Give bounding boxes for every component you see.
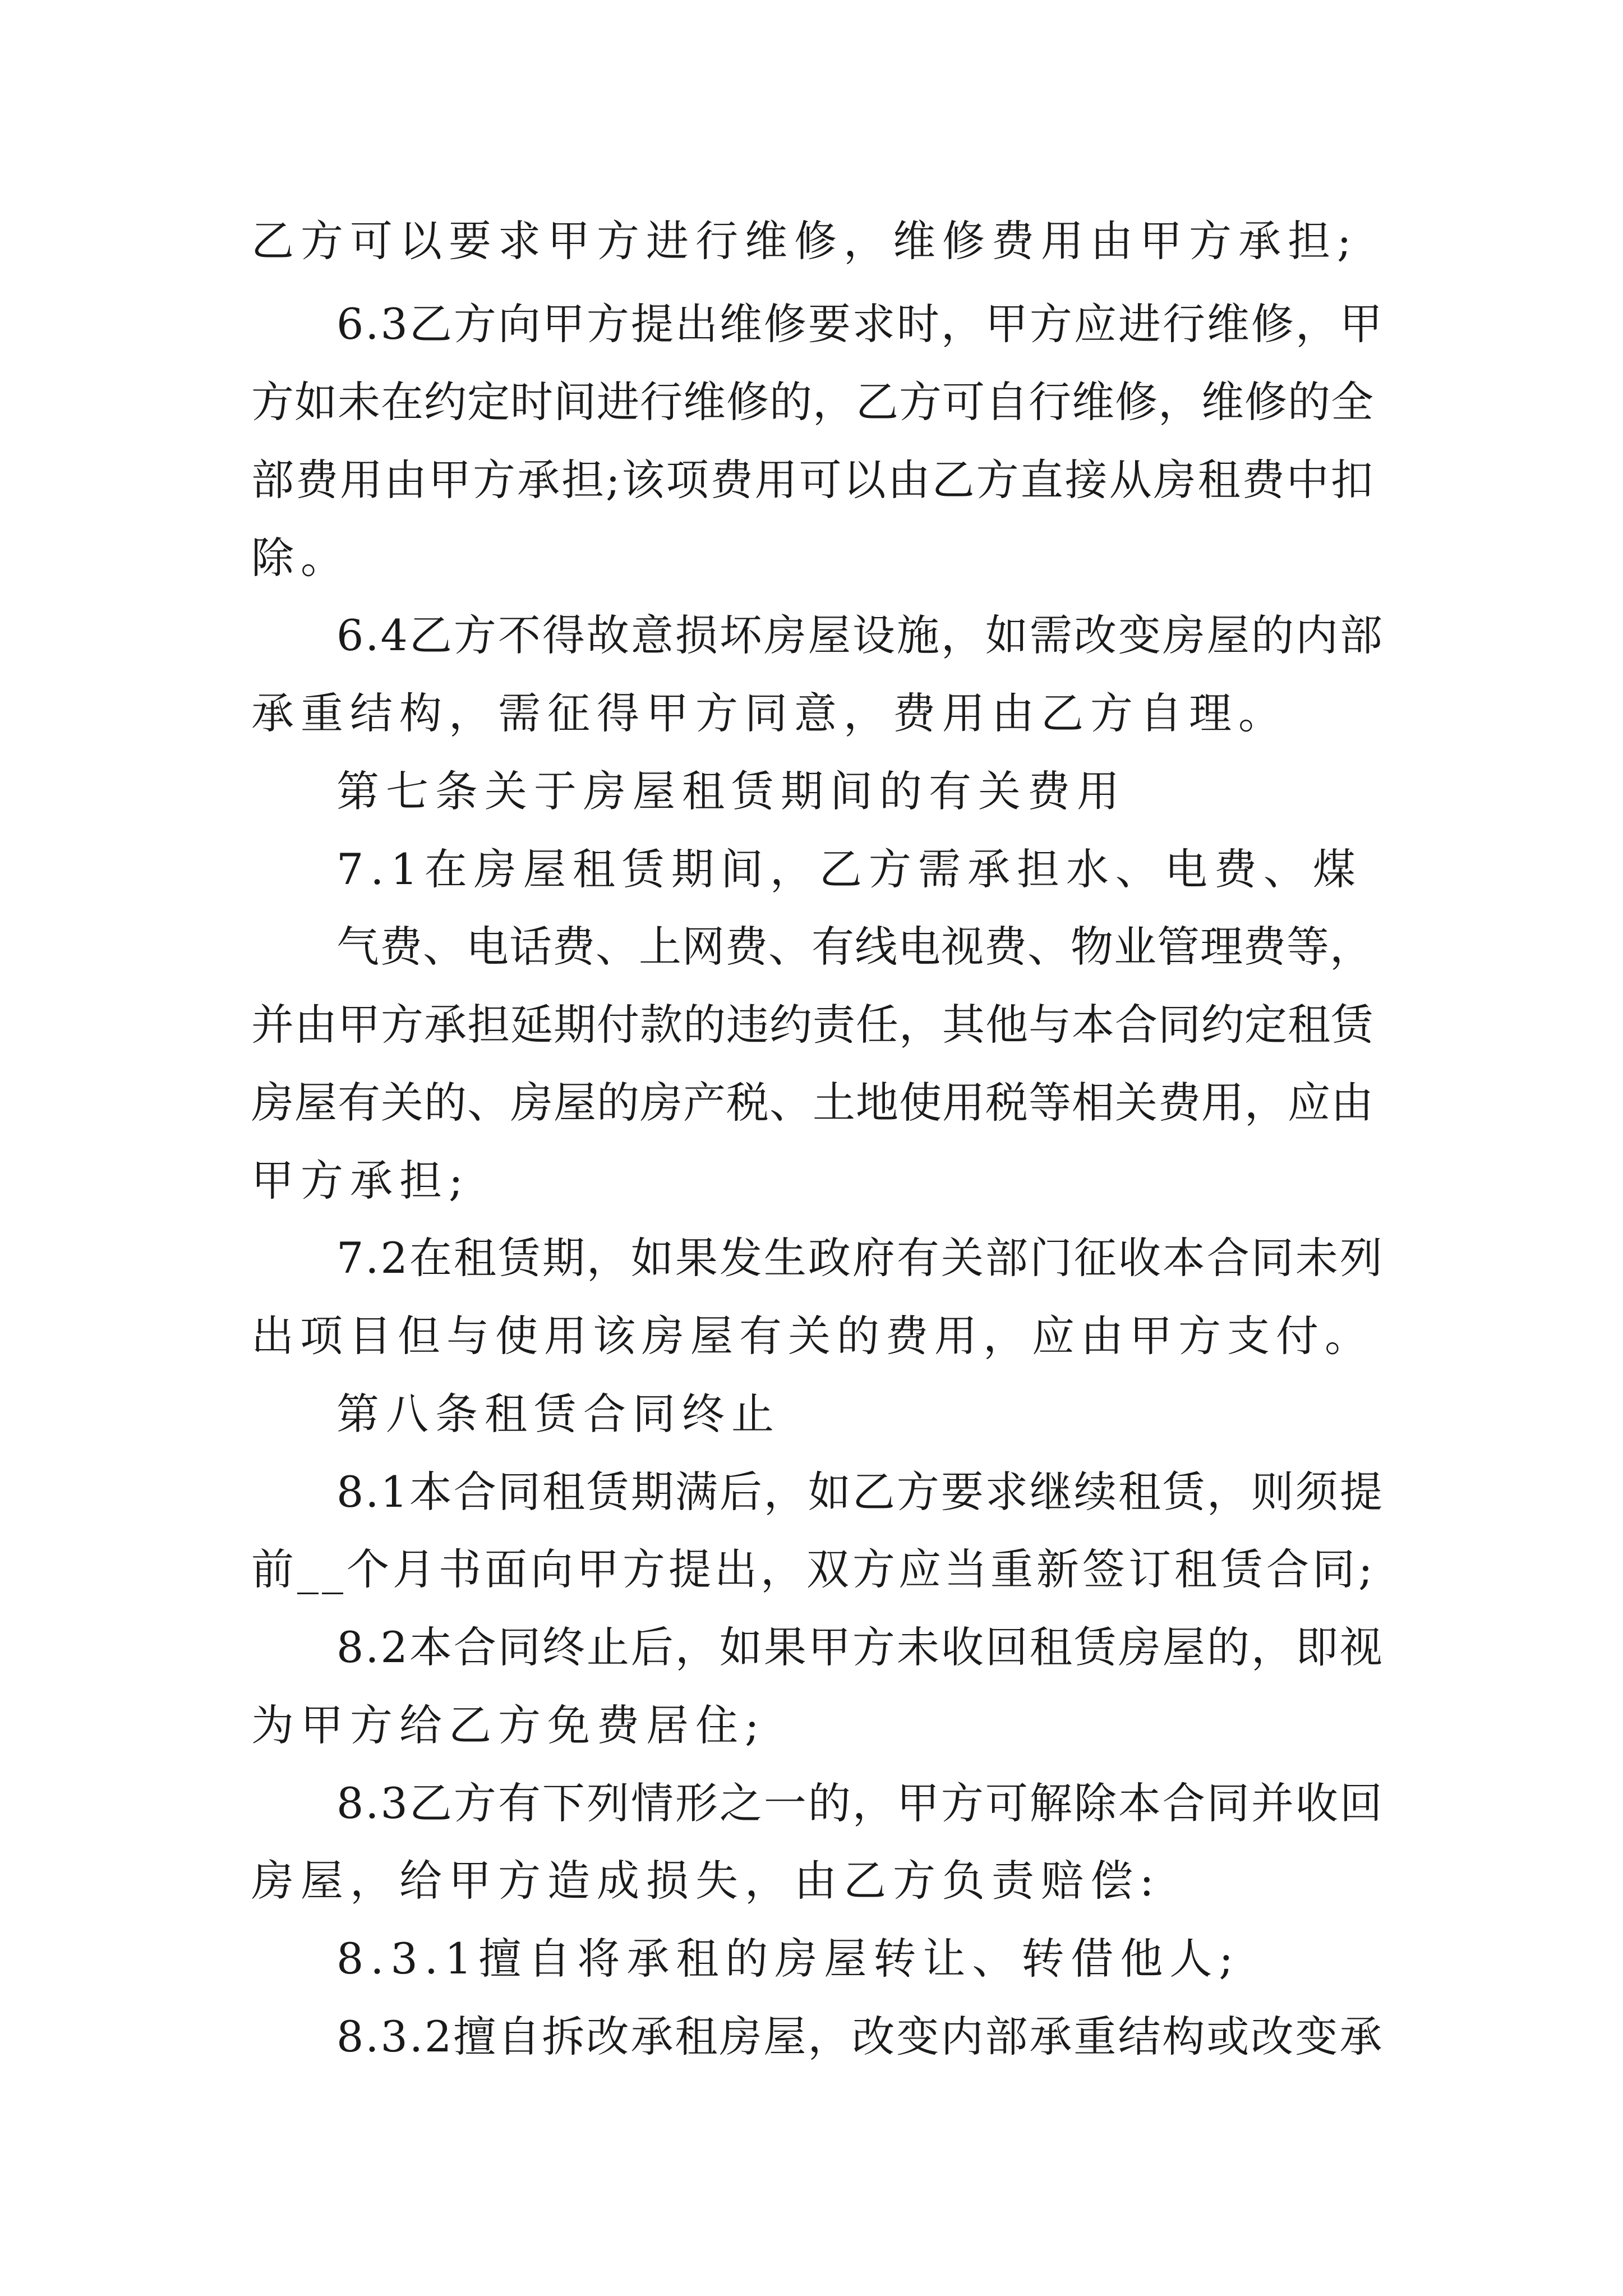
text-line: 部费用由甲方承担;该项费用可以由乙方直接从房租费中扣 [251,455,1375,505]
text-line: 8.3.1擅自将承租的房屋转让、转借他人; [336,1934,1240,1984]
section-heading: 第七条关于房屋租赁期间的有关费用 [336,766,1126,816]
text-line: 乙方可以要求甲方进行维修，维修费用由甲方承担; [251,216,1358,266]
text-line: 甲方承担; [251,1156,470,1205]
text-line: 除。 [251,533,350,583]
text-line: 8.3.2擅自拆改承租房屋，改变内部承重结构或改变承 [336,2012,1384,2062]
text-line: 方如未在约定时间进行维修的，乙方可自行维修，维修的全 [251,377,1374,427]
text-line: 为甲方给乙方免费居住; [251,1700,766,1750]
text-line: 承重结构，需征得甲方同意，费用由乙方自理。 [251,688,1288,738]
text-line: 8.1本合同租赁期满后，如乙方要求继续租赁，则须提 [336,1467,1384,1517]
text-line: 6.4乙方不得故意损坏房屋设施，如需改变房屋的内部 [336,610,1384,660]
text-line: 6.3乙方向甲方提出维修要求时，甲方应进行维修，甲 [336,299,1384,349]
text-line: 并由甲方承担延期付款的违约责任，其他与本合同约定租赁 [251,1000,1374,1050]
text-line: 出项目但与使用该房屋有关的费用，应由甲方支付。 [251,1311,1373,1361]
section-heading: 第八条租赁合同终止 [336,1389,781,1439]
text-line: 7.2在租赁期，如果发生政府有关部门征收本合同未列 [336,1233,1384,1283]
text-line: 前__个月书面向甲方提出，双方应当重新签订租赁合同; [251,1544,1376,1594]
text-line: 气费、电话费、上网费、有线电视费、物业管理费等， [336,922,1373,972]
text-line: 房屋有关的、房屋的房产税、土地使用税等相关费用，应由 [251,1078,1374,1128]
text-line: 8.3乙方有下列情形之一的，甲方可解除本合同并收回 [336,1778,1384,1828]
text-line: 8.2本合同终止后，如果甲方未收回租赁房屋的，即视 [336,1622,1384,1672]
text-line: 房屋，给甲方造成损失，由乙方负责赔偿: [251,1856,1161,1906]
text-line: 7.1在房屋租赁期间，乙方需承担水、电费、煤 [336,844,1362,894]
